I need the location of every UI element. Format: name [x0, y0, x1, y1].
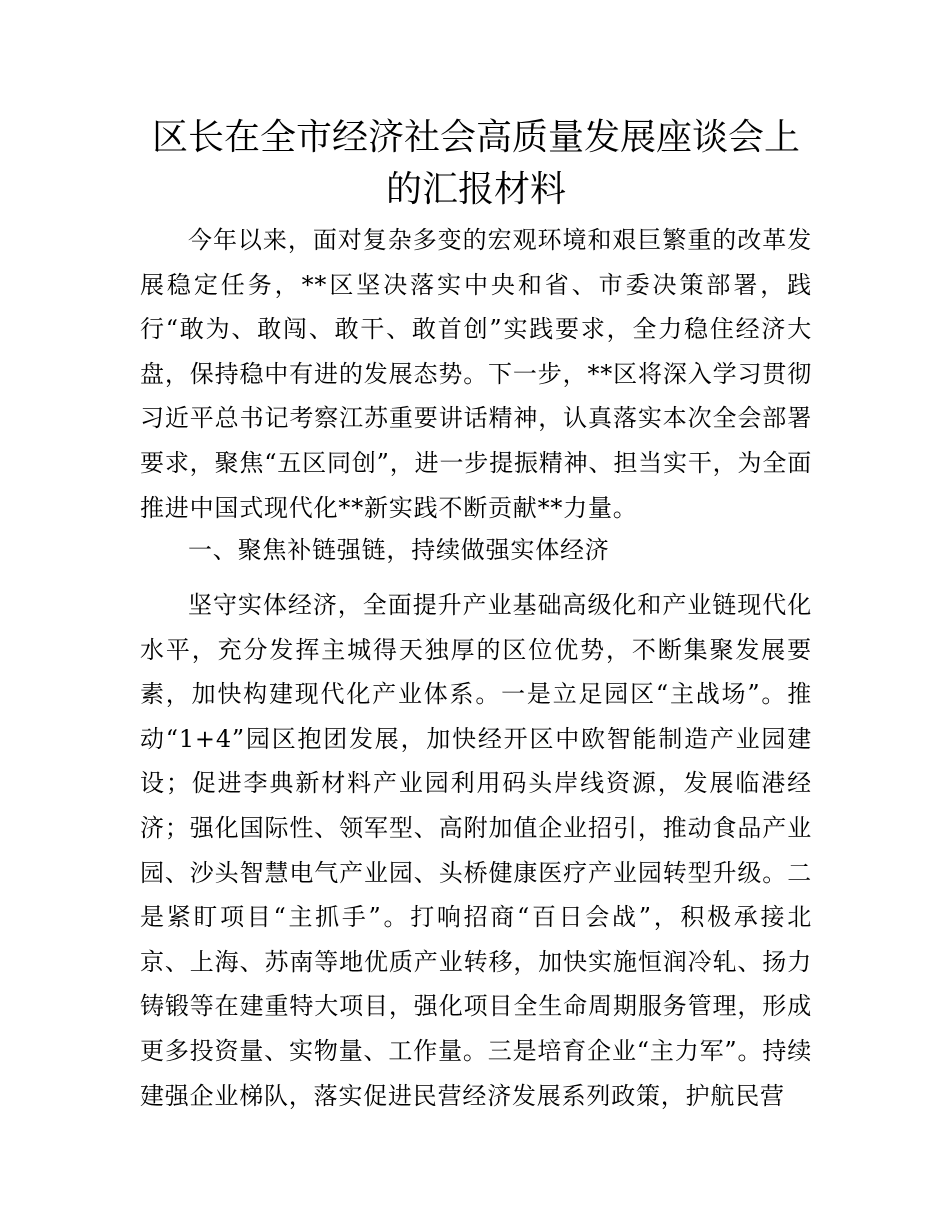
- section-paragraph: 坚守实体经济，全面提升产业基础高级化和产业链现代化水平，充分发挥主城得天独厚的区位优势，不断集聚发展要素，加快构建现代化产业体系。一是立足园区“主战场”。推动“1+4”园区抱团发展，加快经开区中欧智能制造产业园建设；促进李典新材料产业园利用码头岸线资源，发展临港经济；强化国际性、领军型、高附加值企业招引，推动食品产业园、沙头智慧电气产业园、头桥健康医疗产业园转型升级。二是紧盯项目“主抓手”。打响招商“百日会战”，积极承接北京、上海、苏南等地优质产业转移，加快实施恒润冷轧、扬力铸锻等在建重特大项目，强化项目全生命周期服务管理，形成更多投资量、实物量、工作量。三是培育企业“主力军”。持续建强企业梯队，落实促进民营经济发展系列政策，护航民营: [140, 591, 812, 1110]
- document-title: 区长在全市经济社会高质量发展座谈会上的汇报材料: [151, 117, 800, 210]
- intro-paragraph: 今年以来，面对复杂多变的宏观环境和艰巨繁重的改革发展稳定任务，**区坚决落实中央和省、市委决策部署，践行“敢为、敢闯、敢干、敢首创”实践要求，全力稳住经济大盘，保持稳中有进的发展态势。下一步，**区将深入学习贯彻习近平总书记考察江苏重要讲话精神，认真落实本次全会部署要求，聚焦“五区同创”，进一步提振精神、担当实干，为全面推进中国式现代化**新实践不断贡献**力量。: [140, 226, 812, 522]
- section-heading: 一、聚焦补链强链，持续做强实体经济: [188, 536, 610, 564]
